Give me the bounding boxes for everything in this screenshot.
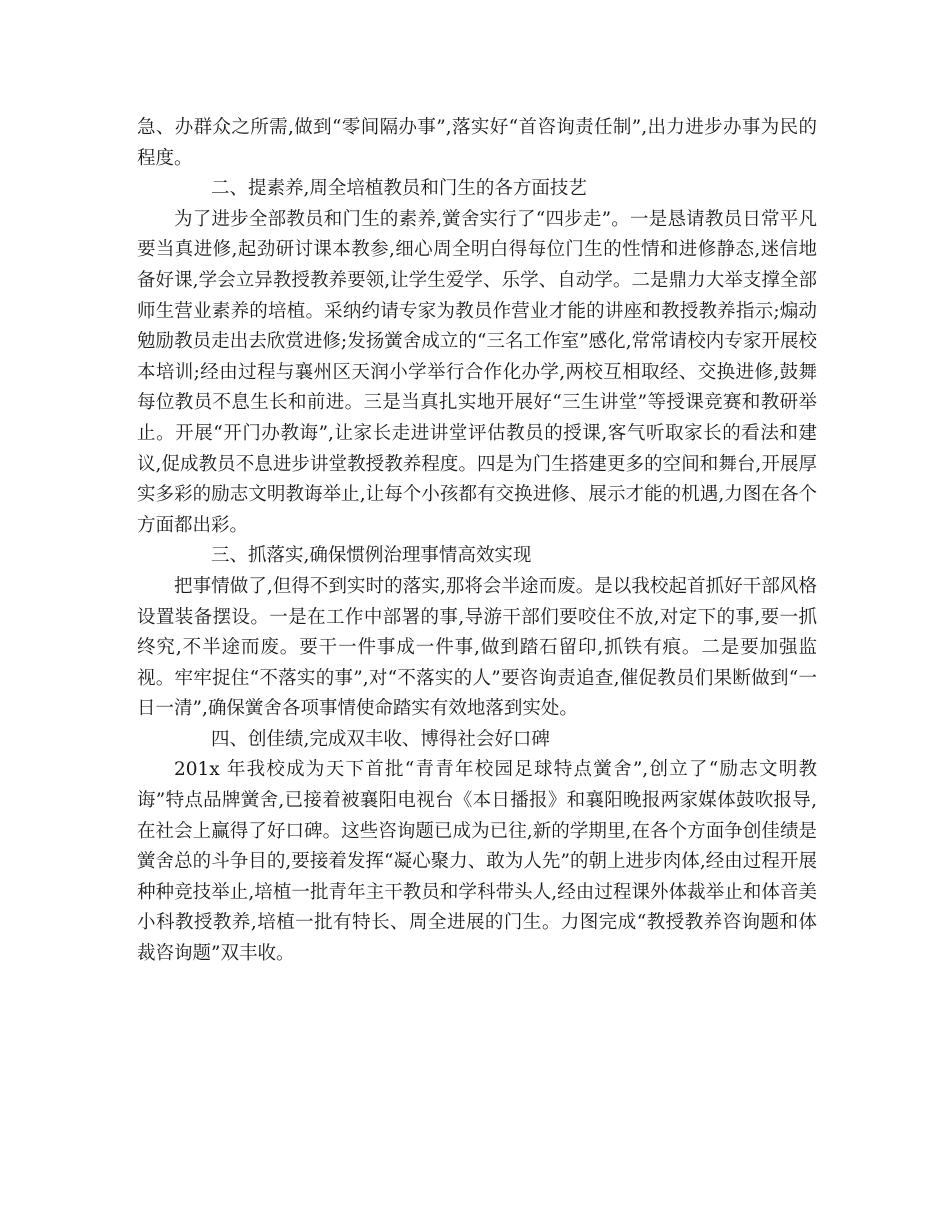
document-body — [137, 113, 817, 970]
paragraph-continuation: 急、办群众之所需,做到“零间隔办事”,落实好“首咨询责任制”,出力进步办事为民的程度。 — [137, 117, 817, 169]
section-heading-4: 四、创佳绩,完成双丰收、博得社会好口碑 — [211, 728, 550, 750]
paragraph-section-4: 201x 年我校成为天下首批“青青年校园足球特点黉舍”,创立了“励志文明教诲”特点品牌黉舍,已接着被襄阳电视台《本日播报》和襄阳晚报两家媒体鼓吹报导,在社会上赢得了好口碑。这些咨询题已成为已往,新的学期里,在各个方面争创佳绩是黉舍总的斗争目的,要接着发挥“凝心聚力、敢为人先”的朝上进步肉体,经由过程开展种种竞技举止,培植一批青年主干教员和学科带头人,经由过程课外体裁举止和体音美小科教授教养,培植一批有特长、周全进展的门生。力图完成“教授教养咨询题和体裁咨询题”双丰收。 — [137, 759, 817, 965]
paragraph-section-3: 把事情做了,但得不到实时的落实,那将会半途而废。是以我校起首抓好干部风格设置装备摆设。一是在工作中部署的事,导游干部们要咬住不放,对定下的事,要一抓终究,不半途而废。要干一件事成一件事,做到踏石留印,抓铁有痕。二是要加强监视。牢牢捉住“不落实的事”,对“不落实的人”要咨询责追查,催促教员们果断做到“一日一清”,确保黉舍各项事情使命踏实有效地落到实处。 — [137, 575, 817, 720]
section-heading-3: 三、抓落实,确保惯例治理事情高效实现 — [211, 545, 532, 567]
section-heading-2: 二、提素养,周全培植教员和门生的各方面技艺 — [211, 178, 587, 200]
paragraph-section-2: 为了进步全部教员和门生的素养,黉舍实行了“四步走”。一是恳请教员日常平凡要当真进修,起劲研讨课本教参,细心周全明白得每位门生的性情和进修静态,迷信地备好课,学会立异教授教养要领,让学生爱学、乐学、自动学。二是鼎力大举支撑全部师生营业素养的培植。采纳约请专家为教员作营业才能的讲座和教授教养指示;煽动勉励教员走出去欣赏进修;发扬黉舍成立的“三名工作室”感化,常常请校内专家开展校本培训;经由过程与襄州区天润小学举行合作化办学,两校互相取经、交换进修,鼓舞每位教员不息生长和前进。三是当真扎实地开展好“三生讲堂”等授课竞赛和教研举止。开展“开门办教诲”,让家长走进讲堂评估教员的授课,客气听取家长的看法和建议,促成教员不息进步讲堂教授教养程度。四是为门生搭建更多的空间和舞台,开展厚实多彩的励志文明教诲举止,让每个小孩都有交换进修、展示才能的机遇,力图在各个方面都出彩。 — [137, 208, 817, 536]
